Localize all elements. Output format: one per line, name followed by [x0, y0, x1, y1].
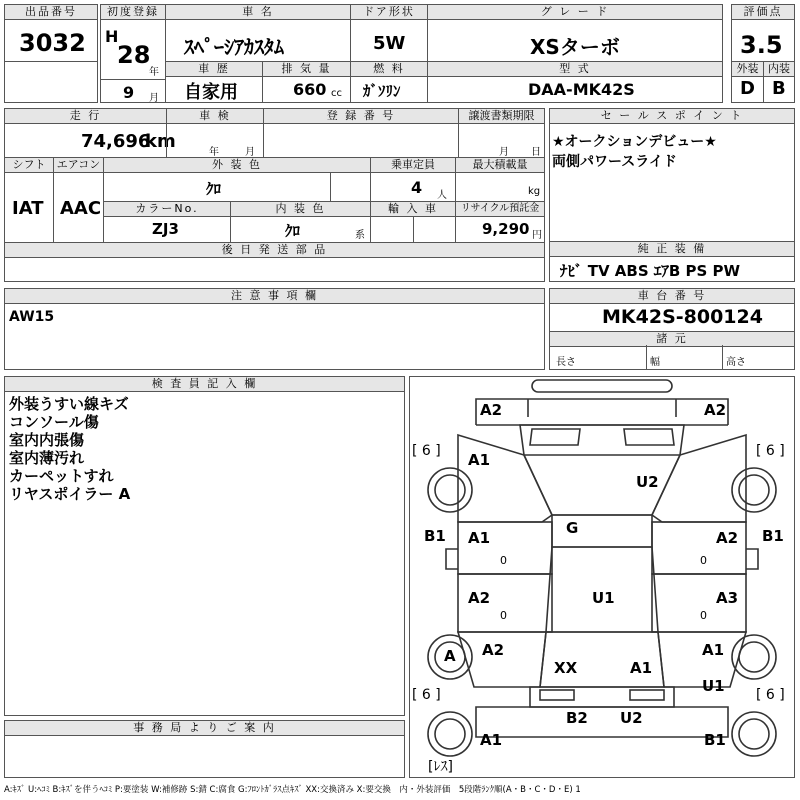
load-unit: kg: [528, 186, 541, 197]
model-cell: [427, 61, 723, 103]
ext-color-cell: [103, 157, 371, 202]
notes-cell: [4, 288, 545, 370]
int-color-label: 内 装 色: [231, 202, 370, 217]
transfer-month-unit: 月: [499, 147, 509, 158]
capacity-cell: [370, 157, 456, 202]
color-no: ZJ3: [152, 220, 179, 238]
grade-cell: [427, 4, 723, 62]
damage-mark: B1: [762, 527, 784, 545]
year-unit: 年: [149, 67, 159, 78]
car-outline: [410, 377, 794, 777]
inspector-line: 室内薄汚れ: [9, 449, 85, 467]
inspection-month-unit: 月: [245, 147, 255, 158]
spec-height: 高さ: [726, 357, 746, 368]
damage-mark: A1: [480, 731, 503, 749]
chassis-label: 車 台 番 号: [550, 289, 794, 304]
recycle-cell: [455, 201, 545, 243]
capacity: 4: [411, 178, 423, 197]
damage-mark: U2: [636, 473, 659, 491]
ac-cell: [53, 157, 104, 243]
office-cell: [4, 720, 405, 778]
damage-mark: B1: [424, 527, 446, 545]
door-label: ドア形状: [351, 5, 427, 20]
lot-number: 3032: [19, 29, 86, 57]
lot-number-cell: [4, 4, 98, 62]
damage-mark: B1: [704, 731, 726, 749]
displacement-label: 排 気 量: [263, 62, 350, 77]
damage-mark: B2: [566, 709, 588, 727]
first-reg-cell: [100, 4, 166, 103]
damage-mark: A3: [716, 589, 739, 607]
transfer-label: 譲渡書類期限: [459, 109, 544, 124]
inspector-cell: [4, 376, 405, 716]
first-reg-label: 初度登録: [101, 5, 165, 20]
score-cell: [731, 4, 795, 62]
zero-mark: 0: [700, 554, 707, 567]
notes: AW15: [9, 309, 55, 325]
int-grade: B: [772, 78, 786, 99]
int-grade-cell: [763, 61, 795, 103]
mileage: 74,696: [81, 131, 151, 152]
int-color-cell: [230, 201, 371, 243]
transfer-cell: [458, 108, 545, 158]
fuel: ｶﾞｿﾘﾝ: [363, 82, 401, 100]
damage-mark: XX: [554, 659, 578, 677]
color-no-cell: [103, 201, 231, 243]
inspector-line: 室内内張傷: [9, 431, 85, 449]
equipment-label: 純 正 装 備: [550, 242, 794, 257]
displacement-unit: cc: [331, 88, 342, 99]
damage-mark: A2: [716, 529, 739, 547]
import-label: 輸 入 車: [371, 202, 455, 217]
shift-cell: [4, 157, 54, 243]
spec-width: 幅: [650, 357, 660, 368]
car-name-cell: [165, 4, 351, 62]
transfer-day-unit: 日: [531, 147, 541, 158]
inspection-year-unit: 年: [209, 147, 219, 158]
inspector-line: コンソール傷: [9, 413, 99, 431]
bracket-top-left: [ 6 ]: [412, 443, 441, 459]
chassis-number: MK42S-800124: [602, 306, 763, 328]
inspector-line: リヤスポイラー A: [9, 485, 131, 503]
history-label: 車 歴: [166, 62, 262, 77]
fuel-label: 燃 料: [351, 62, 427, 77]
capacity-unit: 人: [437, 190, 447, 201]
capacity-label: 乗車定員: [371, 158, 455, 173]
damage-mark: A1: [630, 659, 653, 677]
history: 自家用: [184, 82, 238, 103]
damage-mark: A2: [468, 589, 491, 607]
damage-mark: A2: [480, 401, 503, 419]
inspection-label: 車 検: [167, 109, 263, 124]
reg-number-label: 登 録 番 号: [264, 109, 458, 124]
office-label: 事 務 局 よ り ご 案 内: [5, 721, 404, 736]
door-type: 5W: [373, 33, 406, 54]
equipment: ﾅﾋﾞ TV ABS ｴｱB PS PW: [560, 262, 741, 280]
score: 3.5: [740, 31, 783, 59]
damage-mark: U2: [620, 709, 643, 727]
recycle-label: リサイクル預託金: [456, 202, 544, 217]
car-name-label: 車 名: [166, 5, 350, 20]
recycle: 9,290: [482, 220, 530, 238]
bracket-bottom-right: [ 6 ]: [756, 687, 785, 703]
history-cell: [165, 61, 263, 103]
damage-mark: A1: [468, 451, 491, 469]
inspector-notes: [9, 395, 130, 503]
reg-month: 9: [123, 83, 135, 102]
spec-length: 長さ: [556, 357, 576, 368]
damage-mark: U1: [592, 589, 615, 607]
damage-mark: A: [444, 647, 456, 665]
era-letter: H: [105, 27, 119, 46]
ext-color-label: 外 装 色: [104, 158, 370, 173]
score-label: 評価点: [732, 5, 794, 20]
inspector-line: カーペットすれ: [9, 467, 114, 485]
car-name: ｽﾍﾟｰｼｱｶｽﾀﾑ: [184, 35, 284, 59]
legend: A:ｷｽﾞ U:ﾍｺﾐ B:ｷｽﾞを伴うﾍｺﾐ P:要塗装 W:補修跡 S:錆 C:腐食 G:ﾌﾛﾝﾄｶﾞﾗｽ点ｷｽﾞ XX:交換済み X:要交換 内・外装評価 5段階ﾗﾝｸ順(A・B・C・D・E) 1: [4, 785, 581, 795]
damage-mark: G: [566, 519, 579, 537]
damage-diagram: [409, 376, 795, 778]
damage-mark: A1: [702, 641, 725, 659]
zero-mark: 0: [500, 609, 507, 622]
zero-mark: 0: [500, 554, 507, 567]
bracket-bottom-left: [ 6 ]: [412, 687, 441, 703]
reg-number-cell: [263, 108, 459, 158]
sales-point-label: セ ー ル ス ポ イ ン ト: [550, 109, 794, 124]
shift: IAT: [12, 198, 44, 219]
bracket-top-right: [ 6 ]: [756, 443, 785, 459]
model: DAA-MK42S: [528, 80, 635, 99]
int-grade-label: 内装: [764, 62, 794, 77]
sales-point-line-1: ★オークションデビュー★: [552, 134, 717, 150]
load-label: 最大積載量: [456, 158, 544, 173]
sales-point-line-2: 両側パワースライド: [552, 154, 677, 170]
later-parts-cell: [4, 242, 545, 282]
sales-point-cell: [549, 108, 795, 242]
damage-mark: A1: [468, 529, 491, 547]
later-parts-label: 後 日 発 送 部 品: [5, 243, 544, 258]
ac: AAC: [60, 198, 102, 219]
ext-color: ｸﾛ: [206, 180, 222, 198]
int-color: ｸﾛ: [285, 222, 301, 240]
door-cell: [350, 4, 428, 62]
inspector-line: 外装うすい線キズ: [9, 395, 129, 413]
zero-mark: 0: [700, 609, 707, 622]
mileage-unit: km: [145, 131, 176, 152]
reg-year: 28: [117, 41, 151, 69]
bracket-rest: [ﾚｽ]: [428, 759, 453, 775]
ac-label: エアコン: [54, 158, 103, 173]
fuel-cell: [350, 61, 428, 103]
inspection-cell: [166, 108, 264, 158]
int-color-unit: 系: [355, 230, 365, 241]
lot-blank-cell: [4, 61, 98, 103]
shift-label: シフト: [5, 158, 53, 173]
damage-mark: A2: [704, 401, 727, 419]
damage-mark: A2: [482, 641, 505, 659]
ext-grade-cell: [731, 61, 764, 103]
import-cell: [370, 201, 456, 243]
grade-label: グ レ ー ド: [428, 5, 722, 20]
lot-number-label: 出品番号: [5, 5, 97, 20]
mileage-label: 走 行: [5, 109, 166, 124]
mileage-cell: [4, 108, 176, 158]
model-label: 型 式: [428, 62, 722, 77]
grade: XSターボ: [530, 35, 620, 59]
color-no-label: カラーNo.: [104, 202, 230, 217]
recycle-unit: 円: [532, 230, 542, 241]
displacement-cell: [262, 61, 351, 103]
inspector-label: 検 査 員 記 入 欄: [5, 377, 404, 392]
damage-mark: U1: [702, 677, 725, 695]
ext-grade: D: [740, 78, 755, 99]
ext-grade-label: 外装: [732, 62, 763, 77]
notes-label: 注 意 事 項 欄: [5, 289, 544, 304]
spec-label: 諸 元: [550, 331, 794, 347]
displacement: 660: [293, 80, 327, 99]
chassis-cell: [549, 288, 795, 370]
load-cell: [455, 157, 545, 202]
equipment-cell: [549, 241, 795, 282]
month-unit: 月: [149, 93, 159, 104]
